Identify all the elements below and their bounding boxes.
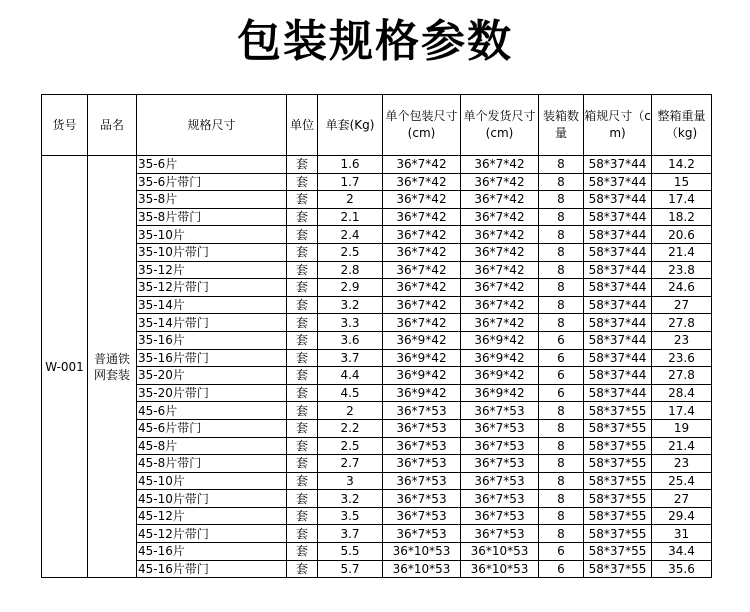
shipping-size-cell: 36*7*53 — [461, 419, 539, 437]
carton-weight-cell: 23 — [652, 455, 712, 473]
table-row — [42, 437, 712, 455]
shipping-size-cell: 36*9*42 — [461, 349, 539, 367]
unit-cell: 套 — [287, 226, 318, 244]
unit-weight-cell: 3 — [318, 472, 383, 490]
package-size-cell: 36*7*53 — [383, 490, 461, 508]
unit-cell: 套 — [287, 331, 318, 349]
spec-cell: 35-12片 — [137, 261, 287, 279]
table-header-row — [42, 95, 712, 156]
unit-weight-cell: 3.3 — [318, 314, 383, 332]
carton-qty-cell: 6 — [539, 331, 584, 349]
shipping-size-cell: 36*7*42 — [461, 296, 539, 314]
shipping-size-cell: 36*7*42 — [461, 243, 539, 261]
carton-weight-cell: 23 — [652, 331, 712, 349]
carton-weight-cell: 27 — [652, 296, 712, 314]
shipping-size-cell: 36*7*42 — [461, 173, 539, 191]
carton-qty-cell: 8 — [539, 243, 584, 261]
carton-qty-cell: 8 — [539, 402, 584, 420]
unit-weight-cell: 3.6 — [318, 331, 383, 349]
package-size-cell: 36*7*53 — [383, 455, 461, 473]
unit-weight-cell: 2.8 — [318, 261, 383, 279]
carton-size-cell: 58*37*55 — [584, 543, 652, 561]
carton-weight-cell: 14.2 — [652, 156, 712, 174]
unit-weight-cell: 2 — [318, 191, 383, 209]
package-size-cell: 36*7*42 — [383, 243, 461, 261]
spec-cell: 35-14片带门 — [137, 314, 287, 332]
package-size-cell: 36*10*53 — [383, 543, 461, 561]
table-row — [42, 191, 712, 209]
spec-cell: 45-10片 — [137, 472, 287, 490]
table-row — [42, 156, 712, 174]
unit-cell: 套 — [287, 419, 318, 437]
package-size-cell: 36*7*53 — [383, 507, 461, 525]
header-package-size: 单个包装尺寸(cm) — [383, 95, 461, 156]
carton-size-cell: 58*37*44 — [584, 314, 652, 332]
spec-cell: 35-6片 — [137, 156, 287, 174]
carton-size-cell: 58*37*55 — [584, 419, 652, 437]
carton-size-cell: 58*37*55 — [584, 455, 652, 473]
carton-qty-cell: 6 — [539, 349, 584, 367]
carton-qty-cell: 8 — [539, 173, 584, 191]
carton-size-cell: 58*37*44 — [584, 261, 652, 279]
spec-cell: 35-8片 — [137, 191, 287, 209]
table-row — [42, 243, 712, 261]
table-row — [42, 402, 712, 420]
header-unit-weight: 单套(Kg) — [318, 95, 383, 156]
carton-qty-cell: 6 — [539, 384, 584, 402]
carton-weight-cell: 28.4 — [652, 384, 712, 402]
carton-weight-cell: 25.4 — [652, 472, 712, 490]
unit-cell: 套 — [287, 208, 318, 226]
table-row — [42, 314, 712, 332]
unit-weight-cell: 2.5 — [318, 243, 383, 261]
carton-size-cell: 58*37*44 — [584, 367, 652, 385]
unit-weight-cell: 2.2 — [318, 419, 383, 437]
shipping-size-cell: 36*7*53 — [461, 507, 539, 525]
carton-weight-cell: 23.6 — [652, 349, 712, 367]
package-size-cell: 36*7*42 — [383, 173, 461, 191]
package-size-cell: 36*7*42 — [383, 208, 461, 226]
carton-size-cell: 58*37*44 — [584, 226, 652, 244]
carton-weight-cell: 17.4 — [652, 191, 712, 209]
carton-size-cell: 58*37*44 — [584, 279, 652, 297]
shipping-size-cell: 36*9*42 — [461, 367, 539, 385]
carton-size-cell: 58*37*44 — [584, 191, 652, 209]
unit-cell: 套 — [287, 349, 318, 367]
carton-qty-cell: 8 — [539, 314, 584, 332]
shipping-size-cell: 36*10*53 — [461, 543, 539, 561]
unit-cell: 套 — [287, 402, 318, 420]
carton-size-cell: 58*37*55 — [584, 560, 652, 578]
table-row — [42, 331, 712, 349]
unit-cell: 套 — [287, 279, 318, 297]
spec-cell: 45-12片 — [137, 507, 287, 525]
spec-cell: 35-8片带门 — [137, 208, 287, 226]
header-unit: 单位 — [287, 95, 318, 156]
carton-qty-cell: 8 — [539, 208, 584, 226]
header-shipping-size: 单个发货尺寸(cm) — [461, 95, 539, 156]
carton-qty-cell: 8 — [539, 472, 584, 490]
shipping-size-cell: 36*7*42 — [461, 261, 539, 279]
carton-size-cell: 58*37*44 — [584, 331, 652, 349]
unit-cell: 套 — [287, 173, 318, 191]
carton-size-cell: 58*37*55 — [584, 525, 652, 543]
carton-qty-cell: 6 — [539, 543, 584, 561]
spec-cell: 35-20片 — [137, 367, 287, 385]
table-row — [42, 560, 712, 578]
carton-size-cell: 58*37*44 — [584, 384, 652, 402]
table-row — [42, 367, 712, 385]
table-row — [42, 226, 712, 244]
carton-weight-cell: 19 — [652, 419, 712, 437]
shipping-size-cell: 36*7*53 — [461, 455, 539, 473]
package-size-cell: 36*7*42 — [383, 156, 461, 174]
spec-cell: 45-10片带门 — [137, 490, 287, 508]
page-title: 包装规格参数 — [237, 16, 513, 67]
carton-qty-cell: 8 — [539, 507, 584, 525]
carton-qty-cell: 6 — [539, 560, 584, 578]
unit-cell: 套 — [287, 543, 318, 561]
shipping-size-cell: 36*7*53 — [461, 437, 539, 455]
carton-weight-cell: 31 — [652, 525, 712, 543]
shipping-size-cell: 36*7*42 — [461, 226, 539, 244]
spec-cell: 35-10片带门 — [137, 243, 287, 261]
spec-cell: 35-12片带门 — [137, 279, 287, 297]
carton-size-cell: 58*37*55 — [584, 507, 652, 525]
carton-qty-cell: 8 — [539, 455, 584, 473]
carton-qty-cell: 8 — [539, 437, 584, 455]
unit-weight-cell: 2.9 — [318, 279, 383, 297]
unit-weight-cell: 3.2 — [318, 490, 383, 508]
carton-weight-cell: 27.8 — [652, 314, 712, 332]
carton-size-cell: 58*37*44 — [584, 296, 652, 314]
package-size-cell: 36*7*53 — [383, 525, 461, 543]
spec-cell: 35-14片 — [137, 296, 287, 314]
unit-weight-cell: 2.1 — [318, 208, 383, 226]
unit-cell: 套 — [287, 455, 318, 473]
carton-weight-cell: 20.6 — [652, 226, 712, 244]
carton-weight-cell: 27.8 — [652, 367, 712, 385]
unit-cell: 套 — [287, 191, 318, 209]
shipping-size-cell: 36*7*53 — [461, 525, 539, 543]
shipping-size-cell: 36*7*42 — [461, 191, 539, 209]
carton-weight-cell: 23.8 — [652, 261, 712, 279]
unit-weight-cell: 4.4 — [318, 367, 383, 385]
shipping-size-cell: 36*10*53 — [461, 560, 539, 578]
header-carton-weight: 整箱重量（kg) — [652, 95, 712, 156]
spec-cell: 35-10片 — [137, 226, 287, 244]
spec-cell: 45-8片 — [137, 437, 287, 455]
package-size-cell: 36*7*42 — [383, 191, 461, 209]
package-size-cell: 36*7*42 — [383, 296, 461, 314]
unit-weight-cell: 3.7 — [318, 525, 383, 543]
carton-qty-cell: 8 — [539, 419, 584, 437]
carton-weight-cell: 27 — [652, 490, 712, 508]
package-size-cell: 36*7*42 — [383, 279, 461, 297]
carton-weight-cell: 35.6 — [652, 560, 712, 578]
carton-size-cell: 58*37*44 — [584, 156, 652, 174]
unit-cell: 套 — [287, 243, 318, 261]
unit-cell: 套 — [287, 156, 318, 174]
header-item-no: 货号 — [42, 95, 88, 156]
table-row — [42, 279, 712, 297]
carton-weight-cell: 24.6 — [652, 279, 712, 297]
header-spec-size: 规格尺寸 — [137, 95, 287, 156]
shipping-size-cell: 36*7*42 — [461, 314, 539, 332]
carton-qty-cell: 6 — [539, 367, 584, 385]
table-row — [42, 296, 712, 314]
package-size-cell: 36*7*42 — [383, 314, 461, 332]
package-size-cell: 36*7*53 — [383, 402, 461, 420]
package-size-cell: 36*10*53 — [383, 560, 461, 578]
spec-cell: 35-16片 — [137, 331, 287, 349]
unit-weight-cell: 3.7 — [318, 349, 383, 367]
product-name-cell: 普通铁网套装 — [88, 156, 137, 578]
table-row — [42, 525, 712, 543]
unit-cell: 套 — [287, 367, 318, 385]
unit-weight-cell: 2.5 — [318, 437, 383, 455]
carton-weight-cell: 18.2 — [652, 208, 712, 226]
spec-cell: 45-6片 — [137, 402, 287, 420]
table-row — [42, 490, 712, 508]
carton-qty-cell: 8 — [539, 226, 584, 244]
carton-qty-cell: 8 — [539, 261, 584, 279]
unit-cell: 套 — [287, 314, 318, 332]
carton-qty-cell: 8 — [539, 490, 584, 508]
spec-cell: 45-8片带门 — [137, 455, 287, 473]
unit-cell: 套 — [287, 437, 318, 455]
carton-size-cell: 58*37*55 — [584, 402, 652, 420]
package-size-cell: 36*7*53 — [383, 472, 461, 490]
header-product-name: 品名 — [88, 95, 137, 156]
unit-weight-cell: 5.7 — [318, 560, 383, 578]
carton-weight-cell: 21.4 — [652, 243, 712, 261]
shipping-size-cell: 36*7*53 — [461, 490, 539, 508]
unit-cell: 套 — [287, 384, 318, 402]
carton-size-cell: 58*37*44 — [584, 173, 652, 191]
spec-cell: 45-6片带门 — [137, 419, 287, 437]
table-row — [42, 173, 712, 191]
carton-qty-cell: 8 — [539, 191, 584, 209]
carton-qty-cell: 8 — [539, 279, 584, 297]
shipping-size-cell: 36*7*42 — [461, 156, 539, 174]
item-no-cell: W-001 — [42, 156, 88, 578]
carton-weight-cell: 29.4 — [652, 507, 712, 525]
header-carton-size: 箱规尺寸（cm) — [584, 95, 652, 156]
unit-cell: 套 — [287, 560, 318, 578]
unit-cell: 套 — [287, 261, 318, 279]
unit-cell: 套 — [287, 296, 318, 314]
table-row — [42, 472, 712, 490]
carton-size-cell: 58*37*44 — [584, 349, 652, 367]
unit-weight-cell: 2.7 — [318, 455, 383, 473]
spec-cell: 35-20片带门 — [137, 384, 287, 402]
spec-cell: 35-6片带门 — [137, 173, 287, 191]
unit-weight-cell: 1.6 — [318, 156, 383, 174]
carton-size-cell: 58*37*55 — [584, 472, 652, 490]
package-size-cell: 36*9*42 — [383, 384, 461, 402]
table-row — [42, 507, 712, 525]
carton-weight-cell: 15 — [652, 173, 712, 191]
package-size-cell: 36*7*42 — [383, 261, 461, 279]
package-size-cell: 36*9*42 — [383, 367, 461, 385]
table-row — [42, 384, 712, 402]
package-size-cell: 36*7*42 — [383, 226, 461, 244]
table-row — [42, 349, 712, 367]
table-row — [42, 543, 712, 561]
unit-cell: 套 — [287, 525, 318, 543]
carton-weight-cell: 34.4 — [652, 543, 712, 561]
carton-size-cell: 58*37*55 — [584, 437, 652, 455]
shipping-size-cell: 36*9*42 — [461, 384, 539, 402]
carton-weight-cell: 17.4 — [652, 402, 712, 420]
table-row — [42, 455, 712, 473]
unit-weight-cell: 5.5 — [318, 543, 383, 561]
spec-cell: 45-12片带门 — [137, 525, 287, 543]
carton-qty-cell: 8 — [539, 296, 584, 314]
shipping-size-cell: 36*7*53 — [461, 472, 539, 490]
carton-qty-cell: 8 — [539, 525, 584, 543]
table-row — [42, 208, 712, 226]
shipping-size-cell: 36*7*42 — [461, 208, 539, 226]
package-size-cell: 36*9*42 — [383, 331, 461, 349]
carton-weight-cell: 21.4 — [652, 437, 712, 455]
unit-cell: 套 — [287, 490, 318, 508]
unit-cell: 套 — [287, 472, 318, 490]
table-row — [42, 261, 712, 279]
shipping-size-cell: 36*7*53 — [461, 402, 539, 420]
shipping-size-cell: 36*9*42 — [461, 331, 539, 349]
header-carton-qty: 装箱数量 — [539, 95, 584, 156]
table-row — [42, 419, 712, 437]
carton-size-cell: 58*37*44 — [584, 243, 652, 261]
package-size-cell: 36*9*42 — [383, 349, 461, 367]
unit-weight-cell: 2.4 — [318, 226, 383, 244]
carton-qty-cell: 8 — [539, 156, 584, 174]
package-size-cell: 36*7*53 — [383, 437, 461, 455]
spec-cell: 45-16片带门 — [137, 560, 287, 578]
carton-size-cell: 58*37*44 — [584, 208, 652, 226]
spec-cell: 45-16片 — [137, 543, 287, 561]
carton-size-cell: 58*37*55 — [584, 490, 652, 508]
unit-weight-cell: 4.5 — [318, 384, 383, 402]
unit-weight-cell: 1.7 — [318, 173, 383, 191]
shipping-size-cell: 36*7*42 — [461, 279, 539, 297]
unit-weight-cell: 3.5 — [318, 507, 383, 525]
unit-weight-cell: 3.2 — [318, 296, 383, 314]
unit-weight-cell: 2 — [318, 402, 383, 420]
package-size-cell: 36*7*53 — [383, 419, 461, 437]
spec-cell: 35-16片带门 — [137, 349, 287, 367]
unit-cell: 套 — [287, 507, 318, 525]
packaging-spec-table — [41, 94, 712, 578]
